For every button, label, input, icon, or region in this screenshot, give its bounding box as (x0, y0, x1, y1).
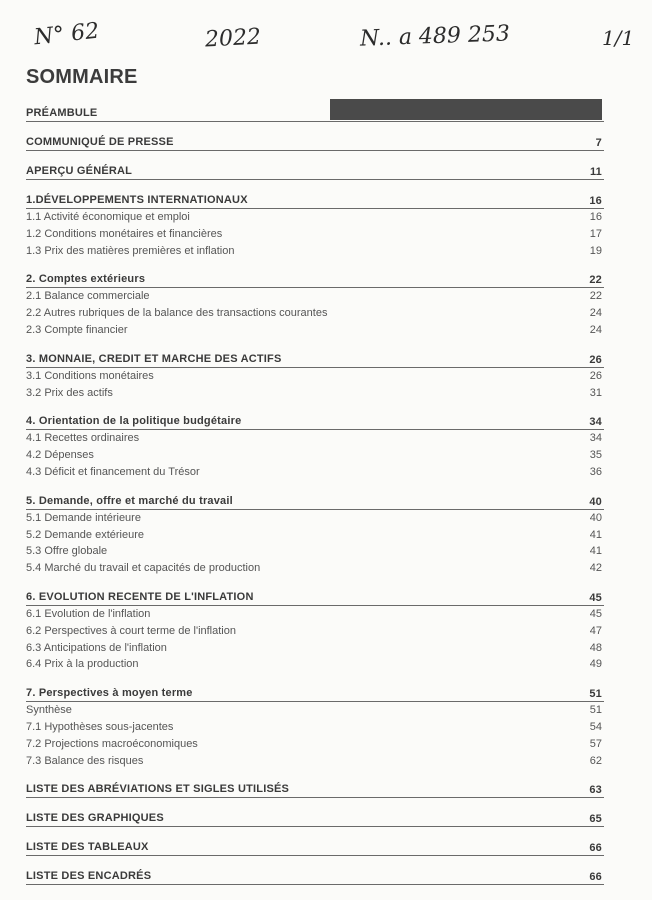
toc-entry-page: 11 (589, 166, 602, 178)
toc-subsection-page: 36 (589, 465, 602, 478)
toc-subsection[interactable] (26, 560, 604, 577)
toc-subsection-page: 49 (589, 658, 602, 671)
toc-subsection-page: 54 (589, 720, 602, 733)
toc-list-entry[interactable] (26, 837, 604, 856)
toc-section-page: 22 (589, 274, 602, 287)
toc-subsection-label: 7.1 Hypothèses sous-jacentes (26, 720, 174, 733)
toc-list-page: 66 (589, 871, 602, 884)
toc-section-label: 2. Comptes extérieurs (26, 273, 146, 286)
toc-list-entry[interactable] (26, 866, 604, 885)
toc-subsection-label: 6.1 Evolution de l'inflation (26, 607, 151, 620)
toc-subsection[interactable] (26, 464, 604, 481)
toc-section-page: 26 (589, 353, 602, 366)
toc-section-label: 6. EVOLUTION RECENTE DE L'INFLATION (26, 590, 254, 603)
toc-subsection-label: 6.3 Anticipations de l'inflation (26, 641, 167, 654)
toc-section-label: 1.DÉVELOPPEMENTS INTERNATIONAUX (26, 194, 248, 206)
toc-entry-page: 7 (595, 137, 602, 149)
list-spacer (26, 885, 604, 895)
toc-subsection[interactable] (26, 385, 604, 402)
handwritten-annotations (0, 18, 652, 62)
section-spacer (26, 673, 604, 683)
page-title: SOMMAIRE (26, 66, 138, 88)
toc-subsection[interactable] (26, 305, 604, 322)
toc-subsection[interactable] (26, 447, 604, 464)
toc-list-label: LISTE DES ENCADRÉS (26, 870, 152, 883)
toc-section-page: 34 (589, 416, 602, 429)
toc-subsection[interactable] (26, 640, 604, 657)
toc-subsection-page: 45 (589, 607, 602, 620)
toc-subsection-page: 40 (589, 511, 602, 524)
toc-list-page: 66 (589, 842, 602, 855)
toc-subsection[interactable] (26, 430, 604, 447)
toc-subsection-page: 19 (589, 244, 602, 257)
toc-list-page: 63 (589, 784, 602, 797)
toc-subsection[interactable] (26, 543, 604, 560)
toc-entry-apercu[interactable] (26, 161, 604, 180)
toc-section-heading[interactable] (26, 349, 604, 368)
toc-list-label: LISTE DES GRAPHIQUES (26, 812, 164, 825)
toc-section-page: 16 (589, 195, 602, 207)
toc-section-label: 5. Demande, offre et marché du travail (26, 494, 233, 507)
toc-subsection[interactable] (26, 510, 604, 527)
toc-section-heading[interactable] (26, 491, 604, 510)
handwritten-year: 2022 (204, 24, 262, 53)
toc-subsection-label: 4.2 Dépenses (26, 449, 94, 462)
toc-subsection-page: 41 (589, 545, 602, 558)
toc-subsection-page: 47 (589, 624, 602, 637)
list-spacer (26, 827, 604, 837)
handwritten-page: 1/1 (602, 26, 635, 50)
toc-subsection[interactable] (26, 288, 604, 305)
toc-sections (26, 190, 604, 779)
toc-subsection-label: 5.2 Demande extérieure (26, 528, 145, 541)
toc-entry-label: COMMUNIQUÉ DE PRESSE (26, 136, 174, 148)
toc-subsection-label: 4.1 Recettes ordinaires (26, 432, 140, 445)
toc-section-heading[interactable] (26, 269, 604, 288)
toc-subsection-label: 7.2 Projections macroéconomiques (26, 737, 198, 750)
toc-subsection-label: 4.3 Déficit et financement du Trésor (26, 465, 200, 478)
toc-section-heading[interactable] (26, 587, 604, 606)
toc-list-entry[interactable] (26, 808, 604, 827)
toc-subsection-page: 26 (589, 369, 602, 382)
toc-subsection[interactable] (26, 209, 604, 226)
toc-section-heading[interactable] (26, 190, 604, 209)
toc-subsection-label: 1.3 Prix des matières premières et inflation (26, 244, 235, 257)
toc-subsection-label: 5.3 Offre globale (26, 545, 108, 558)
toc-lists (26, 779, 604, 895)
toc-subsection-label: 6.4 Prix à la production (26, 658, 139, 671)
toc-list-page: 65 (589, 813, 602, 826)
toc-subsection-page: 24 (589, 323, 602, 336)
toc-subsection-page: 57 (589, 737, 602, 750)
toc-subsection-label: 3.1 Conditions monétaires (26, 369, 154, 382)
toc-list-label: LISTE DES ABRÉVIATIONS ET SIGLES UTILISÉS (26, 783, 290, 796)
toc-subsection-label: Synthèse (26, 704, 72, 717)
handwritten-number: N° 62 (32, 18, 101, 51)
list-spacer (26, 798, 604, 808)
toc-subsection-label: 3.2 Prix des actifs (26, 386, 113, 399)
toc-section-heading[interactable] (26, 411, 604, 430)
toc-subsection-label: 5.4 Marché du travail et capacités de production (26, 562, 261, 575)
toc-subsection-page: 62 (589, 754, 602, 767)
toc-subsection-page: 16 (589, 211, 602, 223)
toc-list-entry[interactable] (26, 779, 604, 798)
toc-subsection[interactable] (26, 606, 604, 623)
section-spacer (26, 339, 604, 349)
toc-section-label: 7. Perspectives à moyen terme (26, 687, 193, 700)
toc-subsection[interactable] (26, 719, 604, 736)
toc-subsection-page: 35 (589, 449, 602, 462)
toc-subsection-page: 17 (589, 227, 602, 240)
toc-subsection-label: 2.2 Autres rubriques de la balance des transactions courantes (26, 307, 328, 320)
toc-subsection[interactable] (26, 527, 604, 544)
toc-subsection[interactable] (26, 736, 604, 753)
toc-subsection[interactable] (26, 226, 604, 243)
toc-subsection[interactable] (26, 368, 604, 385)
toc-subsection[interactable] (26, 753, 604, 770)
section-spacer (26, 401, 604, 411)
section-spacer (26, 481, 604, 491)
toc-subsection-label: 6.2 Perspectives à court terme de l'inflation (26, 624, 236, 637)
toc-subsection-page: 31 (589, 386, 602, 399)
toc-subsection-page: 24 (589, 307, 602, 320)
section-spacer (26, 769, 604, 779)
toc-subsection-page: 51 (589, 704, 602, 717)
toc-subsection-label: 2.3 Compte financier (26, 323, 128, 336)
toc-section-page: 45 (589, 591, 602, 604)
toc-subsection-page: 22 (589, 290, 602, 303)
toc-section-page: 40 (589, 495, 602, 508)
toc-section-page: 51 (589, 688, 602, 701)
toc-subsection-label: 2.1 Balance commerciale (26, 290, 150, 303)
toc-entry-communique[interactable] (26, 132, 604, 151)
toc-subsection-label: 5.1 Demande intérieure (26, 511, 141, 524)
list-spacer (26, 856, 604, 866)
toc-subsection-page: 34 (589, 432, 602, 445)
section-spacer (26, 577, 604, 587)
toc-subsection-label: 1.2 Conditions monétaires et financières (26, 227, 223, 240)
toc-section-heading[interactable] (26, 683, 604, 702)
toc-entry-label: APERÇU GÉNÉRAL (26, 165, 133, 177)
toc-entry-label: PRÉAMBULE (26, 107, 98, 119)
toc-subsection[interactable] (26, 702, 604, 719)
toc-subsection-label: 1.1 Activité économique et emploi (26, 211, 190, 223)
toc-subsection[interactable] (26, 656, 604, 673)
toc-subsection-label: 7.3 Balance des risques (26, 754, 144, 767)
toc-subsection[interactable] (26, 322, 604, 339)
toc-section-label: 3. MONNAIE, CREDIT ET MARCHE DES ACTIFS (26, 352, 282, 365)
toc-subsection-page: 48 (589, 641, 602, 654)
toc-subsection-page: 42 (589, 562, 602, 575)
toc-list-label: LISTE DES TABLEAUX (26, 841, 149, 854)
redaction-bar (330, 99, 602, 120)
toc-subsection-page: 41 (589, 528, 602, 541)
toc-subsection[interactable] (26, 623, 604, 640)
toc-subsection[interactable] (26, 243, 604, 260)
handwritten-reference: N.. a 489 253 (359, 21, 511, 52)
section-spacer (26, 259, 604, 269)
toc-entry-preambule[interactable] (26, 103, 604, 122)
table-of-contents (26, 103, 604, 895)
toc-section-label: 4. Orientation de la politique budgétaire (26, 415, 242, 428)
